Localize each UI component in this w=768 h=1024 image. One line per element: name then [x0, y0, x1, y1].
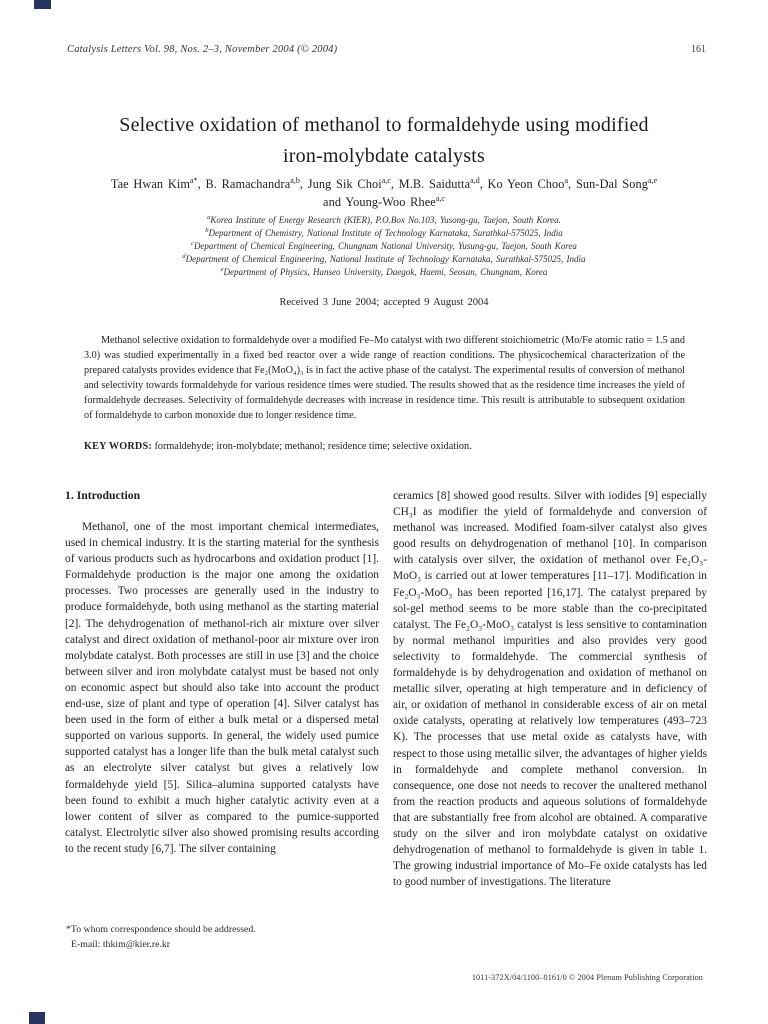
article-title	[0, 110, 768, 172]
author	[568, 177, 657, 191]
affiliation-text: Department of Chemistry, National Institute of Technology Karnataka, Surathkal-575025, India	[208, 227, 563, 238]
affiliation-sup: d	[182, 252, 186, 260]
author-affiliation-sup: a,e	[648, 175, 658, 185]
page-header	[67, 44, 706, 55]
author-name: , M.B. Saidutta	[390, 177, 471, 191]
author-name: and Young-Woo Rhee	[323, 195, 436, 209]
footnote-email-line: E-mail: thkim@kier.re.kr	[71, 938, 171, 950]
keywords-label: KEY WORDS:	[84, 441, 152, 452]
author-list-line-2	[0, 195, 768, 210]
affiliation-line	[0, 253, 768, 266]
affiliation-list	[0, 214, 768, 279]
affiliation-text: Department of Chemical Engineering, Chungnam National University, Yusung-gu, Taejon, South Korea	[193, 240, 577, 251]
title-line-2: iron-molybdate catalysts	[283, 145, 485, 167]
author-name: , Ko Yeon Choo	[479, 177, 565, 191]
author	[300, 177, 391, 191]
author-affiliation-sup: a*	[190, 175, 198, 185]
author-name: , B. Ramachandra	[197, 177, 291, 191]
journal-citation: Catalysis Letters Vol. 98, Nos. 2–3, November 2004 (© 2004)	[67, 44, 338, 55]
received-accepted-line: Received 3 June 2004; accepted 9 August 2004	[279, 297, 489, 308]
author	[480, 177, 568, 191]
author-name: , Sun-Dal Song	[568, 177, 648, 191]
author-name: , Jung Sik Choi	[299, 177, 382, 191]
author-list-line-1	[0, 177, 768, 192]
affiliation-line	[0, 214, 768, 227]
author-affiliation-sup: a	[564, 175, 569, 185]
author-affiliation-sup: a,c	[381, 175, 391, 185]
affiliation-line	[0, 266, 768, 279]
left-column	[65, 488, 379, 890]
introduction-paragraph-left: Methanol, one of the most important chemical intermediates, used in chemical industry. It is the starting material for the synthesis of various products such as hydrocarbons and oxidation product [1]. Formaldehyde production is the major one among the oxidation processes. Two processes are generally used in the industry to produce formaldehyde, both using methanol as the starting material [2]. The dehydrogenation of methanol-rich air mixture over silver catalyst and direct oxidation of methanol-poor air mixture over iron molybdate catalyst. Both processes are still in use [3] and the choice between silver and iron molybdate catalyst must be based not only on economic aspect but should also take into account the product end-use, size of plant and type of operation [4]. Silver catalyst has been used in the form of either a bulk metal or a dispersed metal supported on various supports. In general, the widely used pumice supported catalyst has a longer life than the bulk metal catalyst such as an electrolyte silver catalyst but gives a relatively low formaldehyde yield [5]. Silica–alumina supported catalysts have been found to exhibit a much higher catalytic activity even at a lower content of silver as compared to the pumice-supported catalyst. Electrolytic silver also showed promising results according to the recent study [6,7]. The silver containing	[65, 521, 379, 855]
affiliation-text: Department of Physics, Hanseo University, Daegok, Haemi, Seosan, Chungnam, Korea	[223, 266, 548, 277]
page-number: 161	[691, 44, 706, 55]
scan-artifact-top	[34, 0, 51, 9]
affiliation-text: Korea Institute of Energy Research (KIER), P.O.Box No.103, Yusong-gu, Taejon, South Korea.	[210, 215, 561, 225]
introduction-paragraph-right: ceramics [8] showed good results. Silver with iodides [9] especially CH₃I as modifier the yield of formaldehyde and conversion of methanol was increased. Modified foam-silver catalyst also gives good results on dehydrogenation of methanol [10]. In comparison with catalysis over silver, the oxidation of methanol over Fe₂O₃-MoO₃ is carried out at lower temperatures [11–17]. Modification in Fe₂O₃-MoO₃ has been reported [16,17]. The catalyst prepared by sol-gel method seems to be more stable than the co-precipitated catalyst. The Fe₂O₃-MoO₃ catalyst is less sensitive to contamination by normal methanol impurities and also provides very good selectivity to formaldehyde. The commercial synthesis of formaldehyde is by dehydrogenation and oxidation of methanol on metallic silver, operating at high temperature and in deficiency of air, or oxidation of methanol in considerable excess of air on metal oxide catalysts, operating at relatively low temperatures (493–723 K). The processes that use metal oxide as catalysts have, with respect to those using metallic silver, the advantages of higher yields in formaldehyde and complete methanol conversion. In consequence, one dose not needs to recover the unaltered methanol from the reaction products and aqueous solutions of formaldehyde that are substantially free from alcohol are obtained. A comparative study on the silver and iron molybdate catalyst on oxidative dehydrogenation of methanol to formaldehyde is given in table 1. The growing industrial importance of Mo–Fe oxide catalysts has led to good number of investigations. The literature	[393, 490, 707, 889]
affiliation-line	[0, 227, 768, 240]
title-line-1: Selective oxidation of methanol to formaldehyde using modified	[119, 114, 649, 136]
keywords-line	[84, 441, 685, 452]
author	[198, 177, 300, 191]
footnote-correspondence-line: *To whom correspondence should be addressed.	[66, 924, 256, 935]
right-column	[393, 488, 707, 890]
author-affiliation-sup: a,d	[470, 175, 480, 185]
author	[323, 195, 445, 209]
two-column-body	[65, 488, 708, 890]
affiliation-sup: a	[207, 214, 211, 221]
affiliation-line	[0, 240, 768, 253]
affiliation-sup: c	[191, 239, 194, 247]
scan-artifact-bottom	[29, 1012, 45, 1024]
author	[111, 177, 198, 191]
section-heading-introduction: 1. Introduction	[65, 489, 141, 502]
author-affiliation-sup: a,c	[435, 193, 445, 203]
keywords-text: formaldehyde; iron-molybdate; methanol; residence time; selective oxidation.	[154, 441, 472, 452]
copyright-footer: 1011-372X/04/1100–0161/0 © 2004 Plenum Publishing Corporation	[471, 973, 703, 982]
author-affiliation-sup: a,b	[290, 175, 300, 185]
abstract-paragraph: Methanol selective oxidation to formaldehyde over a modified Fe–Mo catalyst with two different stoichiometric (Mo/Fe atomic ratio = 1.5 and 3.0) was studied experimentally in a fixed bed reactor over a wide range of reaction conditions. The physicochemical characterization of the prepared catalysts provides evidence that Fe₂(MoO₄)₃ is in fact the active phase of the catalyst. The experimental results of conversion of methanol and selectivity towards formaldehyde for various residence times were studied. The results showed that as the residence time increases the yield of formaldehyde decreases. Selectivity of formaldehyde decreases with increase in residence time. This result is attributable to subsequent oxidation of formaldehyde to carbon monoxide due to longer residence time.	[84, 335, 685, 421]
affiliation-sup: e	[220, 265, 224, 273]
affiliation-sup: b	[205, 226, 209, 234]
author-name: Tae Hwan Kim	[110, 177, 191, 191]
affiliation-text: Department of Chemical Engineering, National Institute of Technology Karnataka, Surathkal-575025, India	[185, 253, 586, 264]
correspondence-footnote	[66, 923, 376, 952]
author	[391, 177, 480, 191]
